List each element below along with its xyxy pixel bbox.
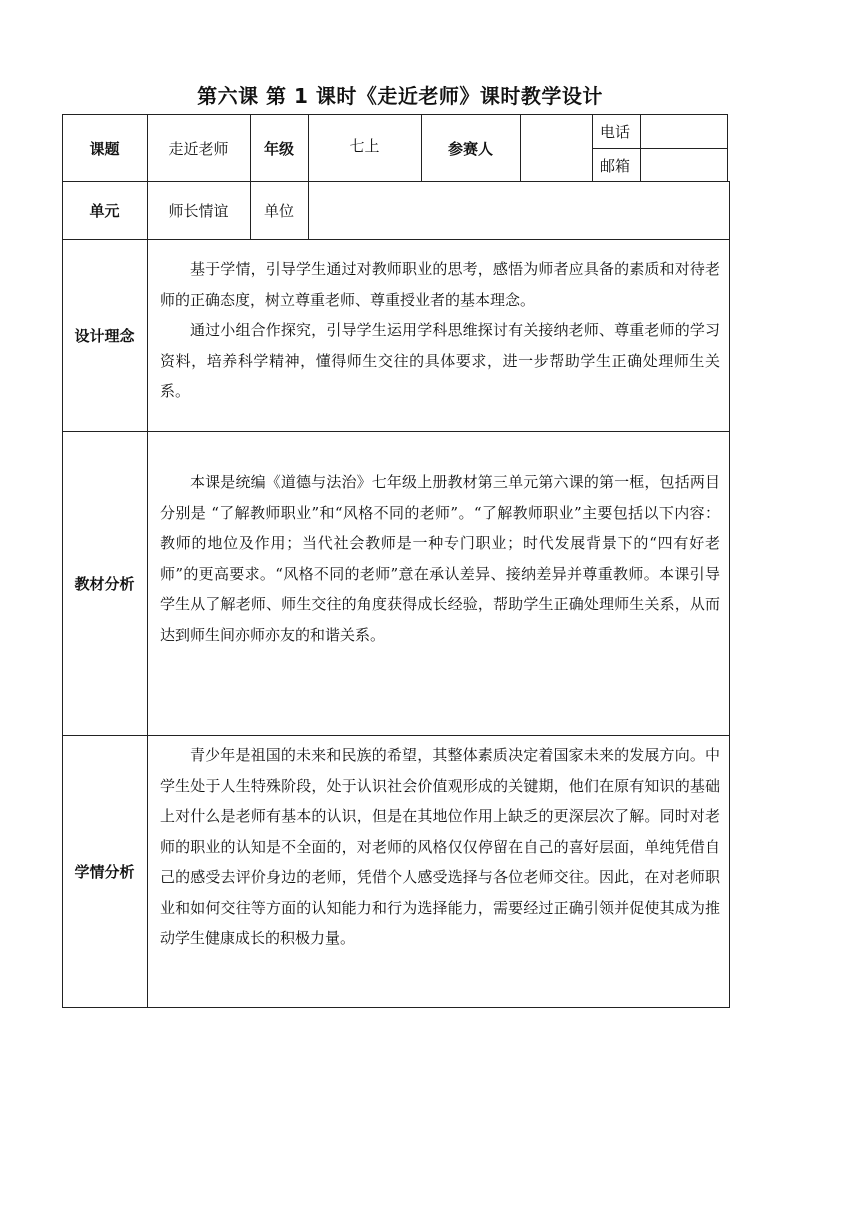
textbook-analysis-label: 教材分析 [74,574,135,593]
design-concept-label: 设计理念 [74,326,135,345]
grade-label: 年级 [263,139,294,158]
email-label: 邮箱 [600,156,631,175]
unit-label: 单元 [89,201,120,220]
student-analysis-label: 学情分析 [74,863,135,881]
participant-value [520,114,592,182]
textbook-paragraph-1: 本课是统编《道德与法治》七年级上册教材第三单元第六课的第一框，包括两目分别是 “了解教师职业”和“风格不同的老师”。“了解教师职业”主要包括以下内容：教师的地位及作用；当代社会教师是一种专门职业；时代发展背景下的“四有好老师”的更高要求。“风格不同的老师”意在承认差异、接纳差异并尊重教师。本课引导学生从了解老师、师生交往的角度获得成长经验，帮助学生正确处理师生关系，从而达到师生间亦师亦友的和谐关系。 [160,473,720,644]
org-label: 单位 [263,201,294,220]
phone-value [640,114,728,148]
grade-value: 七上 [349,136,380,155]
topic-value: 走近老师 [168,139,229,158]
email-value [640,148,728,182]
org-value [308,181,730,239]
unit-value: 师长情谊 [168,201,229,220]
document-title: 第六课 第 1 课时《走近老师》课时教学设计 [197,84,603,108]
design-paragraph-1: 基于学情，引导学生通过对教师职业的思考，感悟为师者应具备的素质和对待老师的正确态度，树立尊重老师、尊重授业者的基本理念。 [160,260,720,309]
student-paragraph-1: 青少年是祖国的未来和民族的希望，其整体素质决定着国家未来的发展方向。中学生处于人生特殊阶段，处于认识社会价值观形成的关键期，他们在原有知识的基础上对什么是老师有基本的认识，但是在其地位作用上缺乏的更深层次了解。同时对老师的职业的认知是不全面的，对老师的风格仅仅停留在自己的喜好层面，单纯凭借自己的感受去评价身边的老师，凭借个人感受选择与各位老师交往。因此，在对老师职业和如何交往等方面的认知能力和行为选择能力，需要经过正确引领并促使其成为推动学生健康成长的积极力量。 [160,746,720,947]
participant-label: 参赛人 [447,139,493,158]
design-paragraph-2: 通过小组合作探究，引导学生运用学科思维探讨有关接纳老师、尊重老师的学习资料，培养科学精神，懂得师生交往的具体要求，进一步帮助学生正确处理师生关系。 [160,321,720,400]
textbook-analysis-text [160,467,720,650]
phone-label: 电话 [600,122,631,141]
design-concept-text [160,254,720,407]
student-analysis-text [160,740,720,954]
topic-label: 课题 [89,139,120,158]
